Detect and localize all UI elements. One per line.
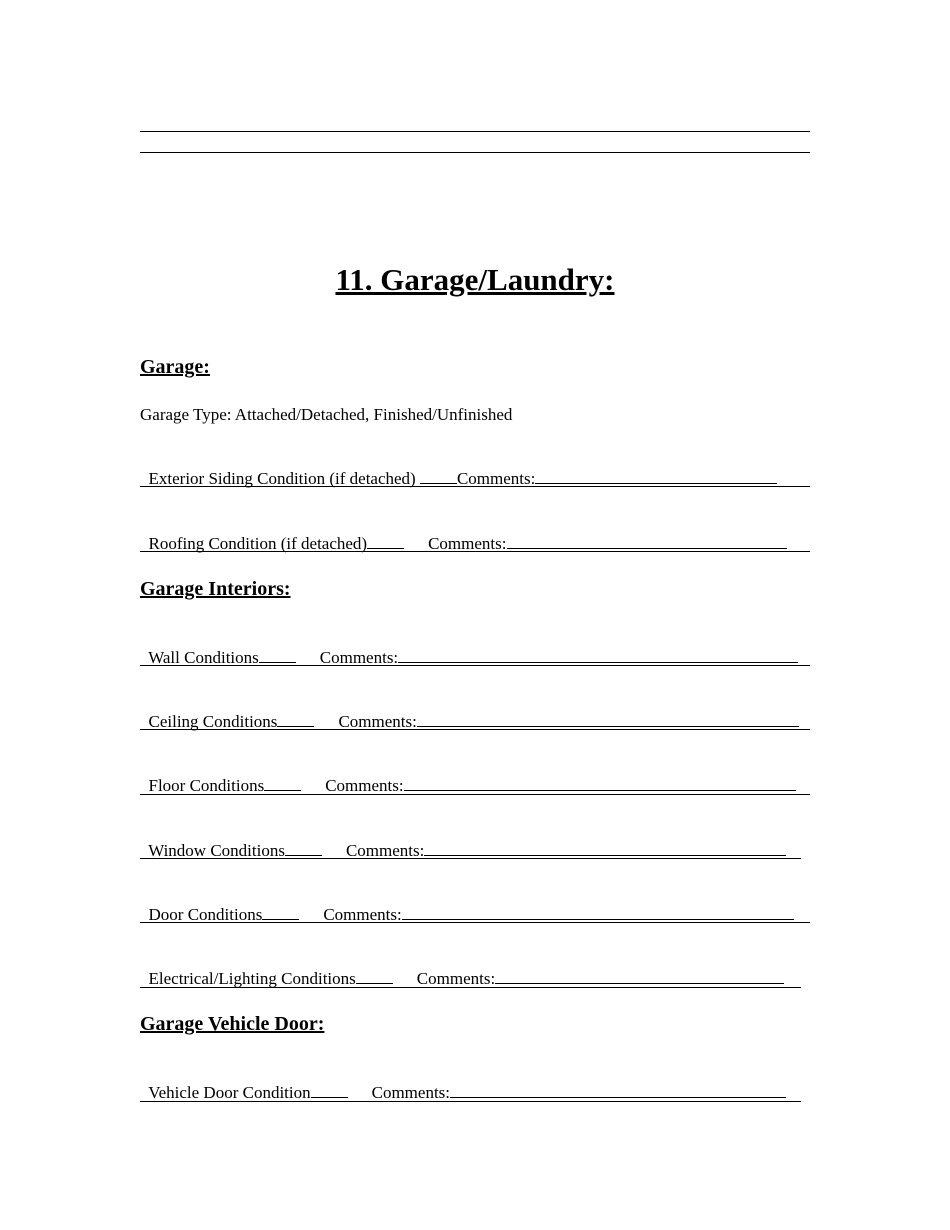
roofing-label: Roofing Condition (if detached) — [148, 534, 368, 553]
door-row — [140, 884, 794, 925]
door-comments-field[interactable] — [402, 904, 794, 920]
floor-label: Floor Conditions — [148, 776, 265, 795]
floor-rating-field[interactable] — [264, 775, 301, 791]
electrical-row — [140, 948, 784, 989]
vehicle-door-label: Vehicle Door Condition — [148, 1083, 311, 1102]
wall-comments-field[interactable] — [398, 647, 798, 663]
wall-row — [140, 627, 798, 668]
floor-row — [140, 755, 796, 796]
roofing-comments-field[interactable] — [507, 533, 787, 549]
exterior-siding-comments-field[interactable] — [535, 468, 777, 484]
window-label: Window Conditions — [148, 841, 285, 860]
window-row — [140, 820, 786, 861]
window-rating-field[interactable] — [285, 840, 322, 856]
wall-rating-field[interactable] — [259, 647, 296, 663]
door-rating-field[interactable] — [262, 904, 299, 920]
vehicle-door-comments-label: Comments: — [371, 1083, 451, 1102]
section-heading-vehicle-door: Garage Vehicle Door: — [140, 1013, 325, 1035]
window-comments-line[interactable] — [140, 858, 801, 859]
ceiling-rating-field[interactable] — [277, 711, 314, 727]
top-rule-1 — [140, 131, 810, 132]
vehicle-door-comments-line[interactable] — [140, 1101, 801, 1102]
window-comments-field[interactable] — [424, 840, 786, 856]
wall-label: Wall Conditions — [148, 648, 259, 667]
door-comments-line[interactable] — [140, 922, 810, 923]
electrical-label: Electrical/Lighting Conditions — [148, 969, 356, 988]
ceiling-comments-label: Comments: — [338, 712, 417, 731]
section-heading-interiors: Garage Interiors: — [140, 578, 291, 600]
window-comments-label: Comments: — [345, 841, 425, 860]
electrical-comments-field[interactable] — [495, 968, 784, 984]
electrical-comments-label: Comments: — [416, 969, 496, 988]
door-comments-label: Comments: — [323, 905, 402, 924]
roofing-rating-field[interactable] — [367, 533, 404, 549]
floor-comments-field[interactable] — [404, 775, 796, 791]
section-heading-garage: Garage: — [140, 356, 210, 378]
roofing-row — [140, 513, 787, 554]
ceiling-label: Ceiling Conditions — [148, 712, 278, 731]
exterior-siding-comments-line[interactable] — [140, 486, 810, 487]
door-label: Door Conditions — [148, 905, 263, 924]
page-title: 11. Garage/Laundry: — [335, 262, 615, 297]
wall-comments-label: Comments: — [319, 648, 399, 667]
vehicle-door-comments-field[interactable] — [450, 1082, 786, 1098]
electrical-rating-field[interactable] — [356, 968, 393, 984]
exterior-siding-label: Exterior Siding Condition (if detached) — [148, 469, 420, 488]
roofing-comments-line[interactable] — [140, 551, 810, 552]
floor-comments-label: Comments: — [325, 776, 404, 795]
roofing-comments-label: Comments: — [428, 534, 507, 553]
vehicle-door-row — [140, 1062, 786, 1103]
ceiling-row — [140, 691, 799, 732]
exterior-siding-row — [140, 448, 777, 489]
exterior-siding-comments-label: Comments: — [456, 469, 536, 488]
electrical-comments-line[interactable] — [140, 987, 801, 988]
ceiling-comments-line[interactable] — [140, 729, 810, 730]
wall-comments-line[interactable] — [140, 665, 810, 666]
garage-type-text: Garage Type: Attached/Detached, Finished/Unfinished — [140, 405, 513, 424]
exterior-siding-rating-field[interactable] — [420, 468, 457, 484]
ceiling-comments-field[interactable] — [417, 711, 799, 727]
vehicle-door-rating-field[interactable] — [311, 1082, 348, 1098]
floor-comments-line[interactable] — [140, 794, 810, 795]
top-rule-2 — [140, 152, 810, 153]
